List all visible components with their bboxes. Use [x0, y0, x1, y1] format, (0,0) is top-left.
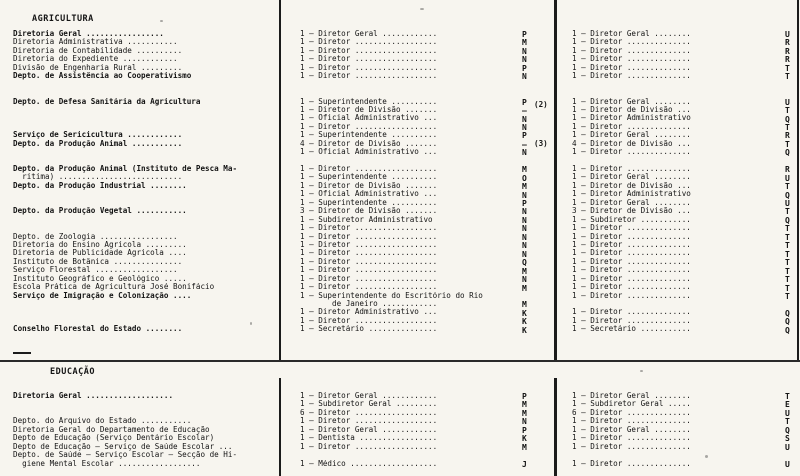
unit-line: [13, 308, 275, 316]
pay-grade-letter: Q: [785, 308, 790, 318]
pay-grade-letter: T: [785, 291, 790, 301]
position-line: 1 — Diretor ..............: [572, 417, 691, 426]
column-rule-middle: [554, 0, 557, 360]
position-line: de Janeiro ............: [300, 300, 438, 308]
position-line: 1 — Diretor Administrativo: [572, 114, 696, 123]
position-line: 1 — Diretor ..................: [300, 55, 438, 64]
pay-grade-letter: T: [785, 283, 790, 293]
scan-speck: [420, 8, 424, 10]
position-line: 1 — Diretor ..................: [300, 417, 438, 426]
pay-grade-letter: N: [522, 249, 527, 259]
position-line: 1 — Oficial Administrativo ...: [300, 114, 438, 123]
pay-grade-letter: N: [522, 114, 527, 124]
unit-line: [13, 106, 275, 114]
pay-grade-letter: Q: [785, 325, 790, 335]
position-line: 4 — Diretor de Divisão .......: [300, 139, 438, 148]
position-line: 1 — Secretário ...............: [300, 325, 438, 334]
position-line: [572, 89, 798, 97]
position-line: 1 — Diretor de Divisão ...: [572, 105, 691, 114]
position-line: 1 — Subdiretor Geral .....: [572, 400, 691, 409]
pay-grade-letter: M: [522, 165, 527, 175]
position-line: 1 — Oficial Administrativo ...: [300, 190, 438, 199]
pay-grade-letter: O: [522, 173, 527, 183]
pay-grade-letter: Q: [785, 425, 790, 435]
position-line: 1 — Diretor ..................: [300, 283, 438, 292]
position-line: 1 — Oficial Administrativo ...: [300, 148, 438, 157]
education-units-column: [13, 392, 275, 468]
pay-grade-letter: Q: [785, 317, 790, 327]
unit-line: Diretoria Geral .................: [13, 30, 164, 38]
position-line: 1 — Diretor ..............: [572, 291, 691, 300]
position-line: [300, 89, 550, 97]
agriculture-positions-right: [572, 30, 798, 334]
pay-grade-letter: P: [522, 131, 527, 141]
pay-grade-letter: N: [522, 148, 527, 158]
pay-grade-letter: T: [785, 63, 790, 73]
unit-line: [13, 409, 275, 417]
scan-speck: [640, 370, 643, 372]
position-line: 1 — Diretor Geral ........: [572, 392, 691, 400]
position-line: 1 — Diretor ..............: [572, 283, 691, 292]
pay-grade-letter: K: [522, 325, 527, 335]
position-line: [300, 157, 550, 165]
scan-speck: [160, 20, 163, 22]
pay-grade-letter: T: [785, 106, 790, 116]
pay-grade-letter: M: [522, 408, 527, 418]
position-line: 1 — Diretor Geral ........: [572, 198, 691, 207]
pay-grade-letter: N: [522, 122, 527, 132]
pay-grade-letter: N: [522, 207, 527, 217]
unit-line: rítima) ...........................: [13, 173, 183, 182]
position-line: [300, 81, 550, 89]
column-rule-left-lower: [279, 378, 281, 476]
position-line: 1 — Diretor Geral ........: [572, 97, 691, 106]
position-line: 1 — Diretor de Divisão .......: [300, 181, 438, 190]
unit-line: Diretoria Administrativa ...........: [13, 38, 178, 47]
position-line: 1 — Subdiretor Geral .........: [300, 400, 438, 409]
position-line: 1 — Diretor ..............: [572, 274, 691, 283]
pay-grade-letter: P: [522, 392, 527, 401]
position-line: [572, 451, 798, 459]
unit-line: Depto. de Saúde — Serviço Escolar — Secção de Hi-: [13, 451, 238, 460]
position-line: 1 — Diretor Geral ........: [572, 30, 691, 38]
position-line: 1 — Diretor ..............: [572, 63, 691, 72]
unit-line: Depto. de Defesa Sanitária da Agricultura: [13, 97, 201, 106]
position-line: 1 — Diretor ..................: [300, 316, 438, 325]
pay-grade-letter: Q: [785, 215, 790, 225]
position-line: 1 — Superintendente do Escritório do Rio: [300, 291, 483, 300]
pay-grade-letter: K: [522, 434, 527, 444]
position-line: 1 — Diretor ..............: [572, 224, 691, 233]
position-line: 1 — Diretor ..............: [572, 266, 691, 275]
position-line: 1 — Diretor ..............: [572, 442, 691, 451]
position-line: 3 — Diretor de Divisão .......: [300, 207, 438, 216]
pay-grade-letter: N: [522, 241, 527, 251]
unit-line: Instituto de Botânica ...............: [13, 257, 183, 266]
pay-grade-letter: R: [785, 131, 790, 141]
scan-speck: [250, 322, 252, 325]
unit-line: Depto de Educação — Serviço de Saúde Escolar ...: [13, 442, 233, 451]
pay-grade-letter: N: [522, 275, 527, 285]
pay-grade-letter: P: [522, 63, 527, 73]
position-line: 1 — Secretário ...........: [572, 325, 691, 334]
pay-grade-letter: N: [522, 232, 527, 242]
unit-line: Diretoria do Expediente ............: [13, 55, 178, 64]
position-line: 1 — Diretor ..............: [572, 148, 691, 157]
unit-line: Escola Prática de Agricultura José Bonifácio: [13, 283, 215, 292]
agriculture-positions-middle: [300, 30, 550, 334]
unit-line: Serviço de Sericicultura ............: [13, 131, 183, 140]
position-line: 1 — Diretor ..............: [572, 434, 691, 443]
unit-line: [13, 216, 275, 224]
position-line: 1 — Diretor ..................: [300, 232, 438, 241]
pay-grade-letter: M: [522, 442, 527, 452]
pay-grade-letter: M: [522, 300, 527, 310]
unit-line: Divisão de Engenharia Rural .........: [13, 63, 183, 72]
unit-line: Serviço de Imigração e Colonização ....: [13, 291, 192, 300]
column-rule-left: [279, 0, 281, 360]
column-rule-middle-lower: [554, 378, 557, 476]
position-line: [572, 300, 798, 308]
pay-grade-letter: T: [785, 122, 790, 132]
unit-line: Depto. da Produção Vegetal ...........: [13, 207, 187, 216]
position-line: 1 — Diretor ..............: [572, 257, 691, 266]
position-line: 1 — Diretor Geral ............: [300, 392, 438, 400]
unit-line: Depto. da Produção Animal (Instituto de Pesca Ma-: [13, 165, 238, 173]
unit-line: [13, 300, 275, 308]
position-line: 1 — Diretor ..................: [300, 274, 438, 283]
unit-line: Diretoria Geral ...................: [13, 392, 174, 400]
position-line: 1 — Diretor ..................: [300, 63, 438, 72]
position-line: 1 — Superintendente ..........: [300, 97, 438, 106]
unit-line: [13, 224, 275, 232]
pay-grade-letter: —: [522, 139, 527, 149]
unit-line: Depto. da Produção Animal ...........: [13, 139, 183, 148]
pay-grade-letter: Q: [785, 114, 790, 124]
position-line: 3 — Diretor de Divisão ...: [572, 207, 691, 216]
position-line: 1 — Diretor ..............: [572, 165, 691, 173]
pay-grade-letter: M: [522, 266, 527, 276]
pay-grade-letter: T: [785, 275, 790, 285]
pay-grade-letter: T: [785, 249, 790, 259]
pay-grade-letter: Q: [785, 190, 790, 200]
education-positions-right: [572, 392, 798, 468]
pay-grade-letter: K: [522, 317, 527, 327]
position-line: 1 — Diretor ..............: [572, 122, 691, 131]
pay-grade-letter: T: [785, 417, 790, 427]
unit-line: [13, 199, 275, 207]
position-line: [572, 81, 798, 89]
position-line: 1 — Superintendente ..........: [300, 131, 438, 140]
pay-grade-letter: N: [522, 417, 527, 427]
unit-line: [13, 81, 275, 89]
footnote-3: (3): [534, 139, 548, 148]
pay-grade-letter: U: [785, 97, 790, 107]
position-line: 6 — Diretor ..................: [300, 408, 438, 417]
position-line: 1 — Superintendente ..........: [300, 173, 438, 182]
section-divider: [0, 360, 800, 362]
position-line: 1 — Diretor ..............: [572, 38, 691, 47]
pay-grade-letter: U: [785, 173, 790, 183]
unit-line: Depto. de Assistência ao Cooperativismo: [13, 72, 192, 81]
position-line: 1 — Diretor ..................: [300, 165, 438, 173]
position-line: [300, 451, 550, 459]
pay-grade-letter: T: [785, 232, 790, 242]
pay-grade-letter: T: [785, 139, 790, 149]
pay-grade-letter: U: [785, 442, 790, 452]
pay-grade-letter: T: [785, 182, 790, 192]
position-line: 1 — Diretor ..................: [300, 442, 438, 451]
agriculture-units-column: [13, 30, 275, 334]
position-line: 1 — Subdiretor Administrativo: [300, 215, 438, 224]
position-line: 1 — Dentista .................: [300, 434, 438, 443]
unit-line: Conselho Florestal do Estado ........: [13, 325, 183, 334]
pay-grade-letter: U: [785, 30, 790, 39]
position-line: 1 — Diretor de Divisão .......: [300, 105, 438, 114]
unit-line: [13, 123, 275, 131]
unit-line: Diretoria Geral do Departamento de Educação: [13, 425, 210, 434]
position-line: 1 — Diretor ..................: [300, 257, 438, 266]
position-line: 1 — Médico ...................: [300, 459, 438, 468]
position-line: 1 — Diretor Geral ........: [572, 131, 691, 140]
position-line: 4 — Diretor de Divisão ...: [572, 139, 691, 148]
unit-line: Depto de Educação (Serviço Dentário Escolar): [13, 434, 215, 443]
pay-grade-letter: N: [522, 190, 527, 200]
position-line: 1 — Diretor ..............: [572, 46, 691, 55]
pay-grade-letter: Q: [785, 148, 790, 158]
position-line: 1 — Diretor Administrativo ...: [300, 308, 438, 317]
pay-grade-letter: P: [522, 425, 527, 435]
pay-grade-letter: T: [785, 258, 790, 268]
pay-grade-letter: R: [785, 165, 790, 175]
unit-line: [13, 400, 275, 408]
pay-grade-letter: U: [785, 459, 790, 469]
pay-grade-letter: N: [522, 72, 527, 82]
pay-grade-letter: Q: [522, 258, 527, 268]
position-line: 1 — Diretor ..................: [300, 38, 438, 47]
pay-grade-letter: N: [522, 46, 527, 56]
pay-grade-letter: U: [785, 199, 790, 208]
pay-grade-letter: T: [785, 266, 790, 276]
pay-grade-letter: P: [522, 97, 527, 107]
position-line: 1 — Diretor ..................: [300, 224, 438, 233]
scan-speck: [705, 455, 708, 458]
unit-line: Serviço Florestal ..................: [13, 266, 178, 275]
section-heading-agricultura: AGRICULTURA: [32, 14, 94, 24]
position-line: 1 — Diretor ..............: [572, 316, 691, 325]
pay-grade-letter: T: [785, 72, 790, 82]
pay-grade-letter: T: [785, 392, 790, 401]
position-line: 1 — Diretor Geral ............: [300, 30, 438, 38]
pay-grade-letter: U: [785, 408, 790, 418]
pay-grade-letter: M: [522, 283, 527, 293]
position-line: [572, 157, 798, 165]
unit-line: [13, 89, 275, 97]
position-line: 1 — Diretor ..................: [300, 72, 438, 81]
unit-line: Depto. do Arquivo do Estado ...........: [13, 417, 192, 426]
pay-grade-letter: T: [785, 207, 790, 217]
position-line: 1 — Diretor ..............: [572, 249, 691, 258]
position-line: 1 — Diretor ..............: [572, 55, 691, 64]
pay-grade-letter: P: [522, 199, 527, 208]
pay-grade-letter: N: [522, 215, 527, 225]
unit-line: Depto. da Produção Industrial ........: [13, 181, 187, 190]
position-line: 1 — Subdiretor ...........: [572, 215, 691, 224]
position-line: 1 — Diretor ..................: [300, 240, 438, 249]
unit-line: giene Mental Escolar ..................: [13, 459, 201, 468]
pay-grade-letter: K: [522, 308, 527, 318]
unit-line: Diretoria de Publicidade Agrícola ....: [13, 249, 187, 258]
unit-line: [13, 317, 275, 325]
small-rule: [13, 352, 31, 354]
position-line: 1 — Diretor ..................: [300, 266, 438, 275]
unit-line: [13, 148, 275, 156]
pay-grade-letter: S: [785, 434, 790, 444]
pay-grade-letter: N: [522, 224, 527, 234]
unit-line: Depto. de Zoologia .................: [13, 232, 178, 241]
pay-grade-letter: R: [785, 55, 790, 65]
unit-line: [13, 157, 275, 165]
position-line: 1 — Superintendente ..........: [300, 198, 438, 207]
position-line: 1 — Diretor ..................: [300, 46, 438, 55]
position-line: 1 — Diretor ..............: [572, 308, 691, 317]
pay-grade-letter: T: [785, 241, 790, 251]
pay-grade-letter: M: [522, 182, 527, 192]
position-line: 1 — Diretor Geral ........: [572, 173, 691, 182]
position-line: 6 — Diretor ..............: [572, 408, 691, 417]
unit-line: [13, 190, 275, 198]
pay-grade-letter: N: [522, 55, 527, 65]
education-positions-middle: [300, 392, 550, 468]
pay-grade-letter: J: [522, 459, 527, 469]
position-line: 1 — Diretor ..............: [572, 72, 691, 81]
position-line: 1 — Diretor ..............: [572, 240, 691, 249]
pay-grade-letter: P: [522, 30, 527, 39]
position-line: 1 — Diretor ..............: [572, 459, 691, 468]
unit-line: Diretoria de Contabilidade ..........: [13, 46, 183, 55]
pay-grade-letter: R: [785, 46, 790, 56]
position-line: 1 — Diretor ..............: [572, 232, 691, 241]
pay-grade-letter: M: [522, 400, 527, 410]
position-line: 1 — Diretor Administrativo: [572, 190, 691, 199]
pay-grade-letter: R: [785, 38, 790, 48]
pay-grade-letter: —: [522, 106, 527, 116]
position-line: 1 — Diretor de Divisão ...: [572, 181, 691, 190]
pay-grade-letter: T: [785, 224, 790, 234]
section-heading-educacao: EDUCAÇÃO: [50, 367, 95, 377]
position-line: 1 — Diretor ..................: [300, 249, 438, 258]
footnote-2: (2): [534, 100, 548, 109]
pay-grade-letter: M: [522, 38, 527, 48]
position-line: 1 — Diretor Geral ............: [300, 425, 438, 434]
pay-grade-letter: E: [785, 400, 790, 410]
position-line: 1 — Diretor ..................: [300, 122, 438, 131]
unit-line: Instituto Geográfico e Geológico .....: [13, 274, 187, 283]
unit-line: [13, 114, 275, 122]
unit-line: Diretoria do Ensino Agrícola .........: [13, 240, 187, 249]
position-line: 1 — Diretor Geral ........: [572, 425, 691, 434]
